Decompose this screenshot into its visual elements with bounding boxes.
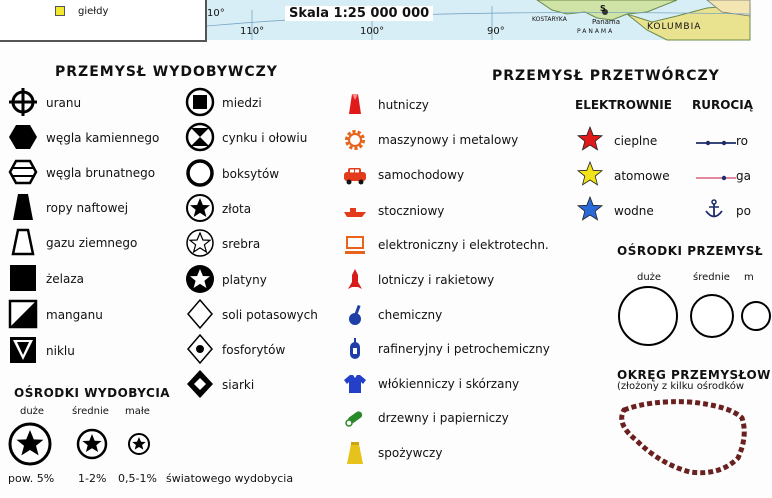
rocket-icon [342, 267, 368, 293]
label-spozywczy: spożywczy [378, 446, 443, 460]
computer-icon [342, 232, 368, 258]
star-red-icon [577, 126, 603, 152]
label-pipeline-ro: ro [736, 134, 749, 148]
label-manganu: manganu [46, 308, 103, 322]
hexagon-striped-icon [8, 157, 38, 187]
district-subtitle: (złożony z kilku ośrodków [617, 381, 745, 392]
square-half-icon [8, 299, 38, 329]
gieldy-swatch [55, 6, 65, 16]
star-blue-icon [577, 196, 603, 222]
label-lotniczy: lotniczy i rakietowy [378, 273, 495, 287]
ind-size-large-label: duże [637, 272, 662, 283]
triangle-in-square-icon [8, 335, 38, 365]
label-platyny: platyny [222, 273, 267, 287]
place-kostaryka: KOSTARYKA [532, 16, 567, 23]
label-cynku-olowiu: cynku i ołowiu [222, 131, 308, 145]
power-title: ELEKTROWNIE [575, 98, 672, 112]
size-large-label: duże [20, 406, 45, 417]
label-hutniczy: hutniczy [378, 98, 429, 112]
size-medium-label: średnie [72, 406, 109, 417]
label-pipeline-po: po [736, 204, 751, 218]
label-maszynowy: maszynowy i metalowy [378, 133, 519, 147]
map-area [207, 0, 750, 40]
label-cieplne: cieplne [614, 134, 658, 148]
ship-icon [342, 198, 368, 224]
refinery-icon [342, 336, 368, 362]
bag-icon [342, 440, 368, 466]
label-soli-potasowych: soli potasowych [222, 308, 318, 322]
processing-title: PRZEMYSŁ PRZETWÓRCZY [492, 68, 720, 84]
steel-icon [342, 92, 368, 118]
car-icon [342, 162, 368, 188]
gas-pipeline-icon [696, 169, 736, 181]
anchor-icon [703, 198, 725, 220]
lon-label-110: 110° [240, 26, 265, 37]
label-ropy-naftowej: ropy naftowej [46, 201, 129, 215]
hexagon-filled-icon [8, 122, 38, 152]
extraction-centers-title: OŚRODKI WYDOBYCIA [14, 386, 171, 400]
label-miedzi: miedzi [222, 96, 262, 110]
label-wegla-brunatnego: węgla brunatnego [46, 166, 156, 180]
size-small-label: małe [125, 406, 150, 417]
square-filled-icon [8, 263, 38, 293]
square-in-circle-icon [185, 87, 215, 117]
label-rafineryjny: rafineryjny i petrochemiczny [378, 342, 550, 356]
share-note-label: światowego wydobycia [166, 472, 294, 485]
ind-large-circle [617, 285, 679, 347]
ind-small-circle [740, 300, 750, 332]
pipelines-title: RUROCIĄ [692, 98, 753, 112]
label-wegla-kamiennego: węgla kamiennego [46, 131, 160, 145]
map-strip [0, 0, 750, 40]
gear-icon [342, 127, 368, 153]
label-siarki: siarki [222, 378, 255, 392]
trapezoid-outline-icon [8, 227, 38, 257]
place-panama-country: PANAMA [577, 28, 615, 35]
label-wodne: wodne [614, 204, 654, 218]
share-small-label: 0,5-1% [118, 472, 157, 485]
star-outline-circle-icon [185, 228, 215, 258]
gieldy-label: giełdy [78, 6, 109, 17]
ring-icon [185, 158, 215, 188]
label-fosforytow: fosforytów [222, 343, 286, 357]
label-elektroniczny: elektroniczny i elektrotechn. [378, 238, 549, 252]
extraction-title: PRZEMYSŁ WYDOBYWCZY [55, 64, 278, 80]
diamond-outline-icon [185, 299, 215, 329]
lon-label-10: 10° [207, 8, 225, 19]
label-uranu: uranu [46, 96, 82, 110]
lon-label-100: 100° [360, 26, 385, 37]
shirt-icon [342, 371, 368, 397]
ind-size-small-label: m [744, 272, 754, 283]
ind-size-medium-label: średnie [693, 272, 730, 283]
label-niklu: niklu [46, 344, 75, 358]
place-panama-city: Panama [592, 18, 621, 26]
lon-label-90: 90° [487, 26, 505, 37]
trapezoid-filled-icon [8, 192, 38, 222]
share-large-label: pow. 5% [8, 472, 55, 485]
diamond-dot-icon [185, 334, 215, 364]
label-samochodowy: samochodowy [378, 168, 465, 182]
label-stoczniowy: stoczniowy [378, 204, 445, 218]
label-wlokienniczy: włókienniczy i skórzany [378, 377, 520, 391]
log-icon [342, 405, 368, 431]
ind-medium-circle [689, 293, 735, 339]
label-gazu-ziemnego: gazu ziemnego [46, 236, 138, 250]
map-scale: Skala 1:25 000 000 [285, 6, 433, 21]
medium-center-symbol [76, 428, 108, 460]
label-boksytow: boksytów [222, 167, 280, 181]
flask-icon [342, 302, 368, 328]
label-zelaza: żelaza [46, 272, 85, 286]
place-kolumbia: KOLUMBIA [647, 22, 702, 32]
label-zlota: złota [222, 202, 252, 216]
diamond-thick-icon [185, 369, 215, 399]
hourglass-circle-icon [185, 122, 215, 152]
label-atomowe: atomowe [614, 169, 670, 183]
label-chemiczny: chemiczny [378, 308, 443, 322]
district-outline [610, 392, 750, 482]
label-srebra: srebra [222, 237, 261, 251]
industrial-centers-title: OŚRODKI PRZEMYSŁ [617, 244, 764, 258]
oil-pipeline-icon [696, 134, 736, 146]
label-pipeline-ga: ga [736, 169, 751, 183]
star-filled-circle-icon [185, 264, 215, 294]
large-center-symbol [8, 422, 52, 466]
star-yellow-icon [577, 161, 603, 187]
label-drzewny: drzewny i papierniczy [378, 411, 509, 425]
place-s: S [600, 4, 606, 13]
share-medium-label: 1-2% [78, 472, 107, 485]
district-title: OKRĘG PRZEMYSŁOW [617, 368, 771, 382]
small-center-symbol [127, 432, 151, 456]
star-circle-icon [185, 193, 215, 223]
crosshair-icon [8, 87, 38, 117]
